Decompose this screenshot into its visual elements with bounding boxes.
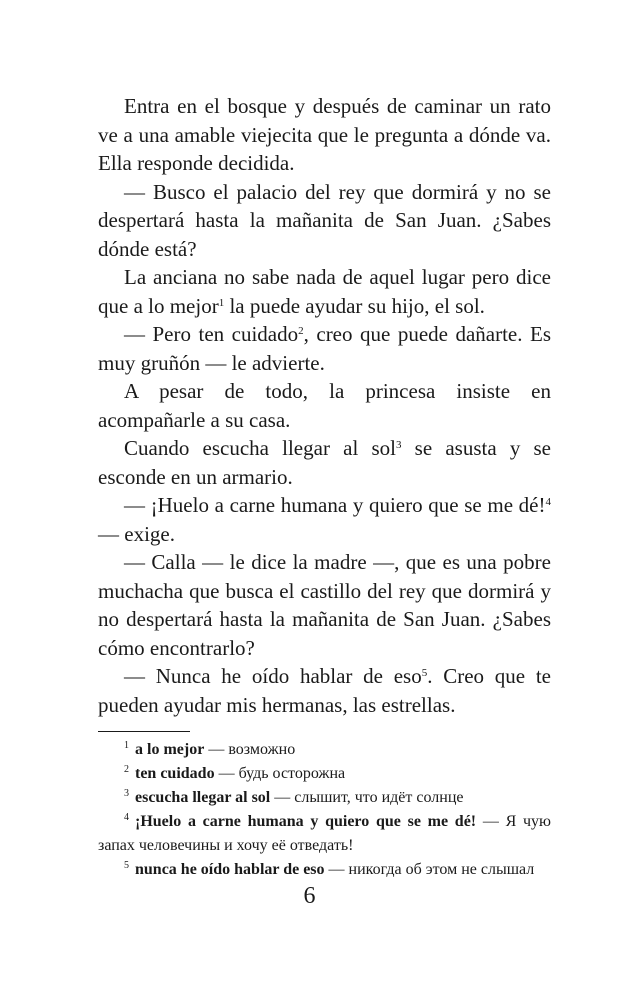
footnote-1	[98, 738, 551, 762]
footnote-2	[98, 762, 551, 786]
footnote-ref-3: 3	[395, 439, 402, 451]
paragraph-4-text-after: , creo que puede dañarte. Es muy gruñón — le advierte.	[98, 322, 552, 375]
paragraph-3	[98, 263, 551, 320]
footnote-number: 5	[124, 860, 129, 871]
footnote-gloss: — Я чую запах человечины и хочу её отведать!	[98, 813, 551, 854]
footnote-term: ¡Huelo a carne humana y quiero que se me dé!	[135, 813, 477, 830]
footnote-number: 1	[124, 740, 129, 751]
page-number: 6	[303, 883, 316, 909]
paragraph-9-text-after: . Creo que te pueden ayudar mis hermanas, las estrellas.	[98, 664, 552, 717]
footnote-3	[98, 786, 551, 810]
footnote-term: nunca he oído hablar de eso	[135, 861, 325, 878]
paragraph-9-text: — Nunca he oído hablar de eso	[124, 664, 422, 688]
paragraph-1: Entra en el bosque y después de caminar un rato ve a una amable viejecita que le pregunta a dónde va. Ella responde decidida.	[98, 94, 551, 175]
footnote-divider	[98, 731, 190, 732]
paragraph-6	[98, 434, 551, 491]
paragraph-7-text-after: — exige.	[98, 521, 175, 546]
paragraph-4	[98, 320, 551, 377]
paragraph-7-text: — ¡Huelo a carne humana y quiero que se me dé!	[124, 493, 546, 517]
paragraph-4-text: — Pero ten cuidado	[124, 322, 299, 346]
footnote-term: ten cuidado	[135, 765, 215, 782]
paragraph-6-text: Cuando escucha llegar al sol	[124, 436, 396, 460]
footnote-ref-4: 4	[545, 496, 551, 508]
footnote-number: 2	[124, 764, 129, 775]
paragraph-3-text: La anciana no sabe nada de aquel lugar pero dice que a lo mejor	[98, 265, 551, 318]
footnote-term: escucha llegar al sol	[135, 789, 271, 806]
paragraph-5: A pesar de todo, la princesa insiste en acompañarle a su casa.	[98, 379, 551, 432]
paragraph-8: — Calla — le dice la madre —, que es una pobre muchacha que busca el castillo del rey que dormirá y no despertará hasta la mañanita de San Juan. ¿Sabes cómo encontrarlo?	[98, 550, 551, 660]
paragraph-9	[98, 662, 551, 719]
footnote-number: 3	[124, 788, 129, 799]
footnote-4	[98, 810, 551, 858]
paragraph-6-text-after: se asusta y se esconde en un armario.	[98, 436, 551, 489]
footnote-term: a lo mejor	[135, 741, 205, 758]
page-body	[98, 92, 551, 882]
footnote-ref-2: 2	[298, 325, 304, 337]
footnote-ref-5: 5	[421, 667, 428, 679]
paragraph-7	[98, 491, 551, 548]
footnote-5	[98, 858, 551, 882]
footnote-gloss: — никогда об этом не слышал	[324, 861, 535, 878]
footnote-gloss: — слышит, что идёт солнце	[270, 789, 464, 806]
footnote-ref-1: 1	[218, 296, 225, 309]
footnote-gloss: — возможно	[204, 741, 296, 758]
footnote-gloss: — будь осторожна	[214, 765, 346, 782]
paragraph-3-text-after: la puede ayudar su hijo, el sol.	[224, 293, 485, 318]
paragraph-2: — Busco el palacio del rey que dormirá y no se despertará hasta la mañanita de San Juan. ¿Sabes dónde está?	[98, 179, 551, 261]
footnote-number: 4	[124, 812, 129, 823]
